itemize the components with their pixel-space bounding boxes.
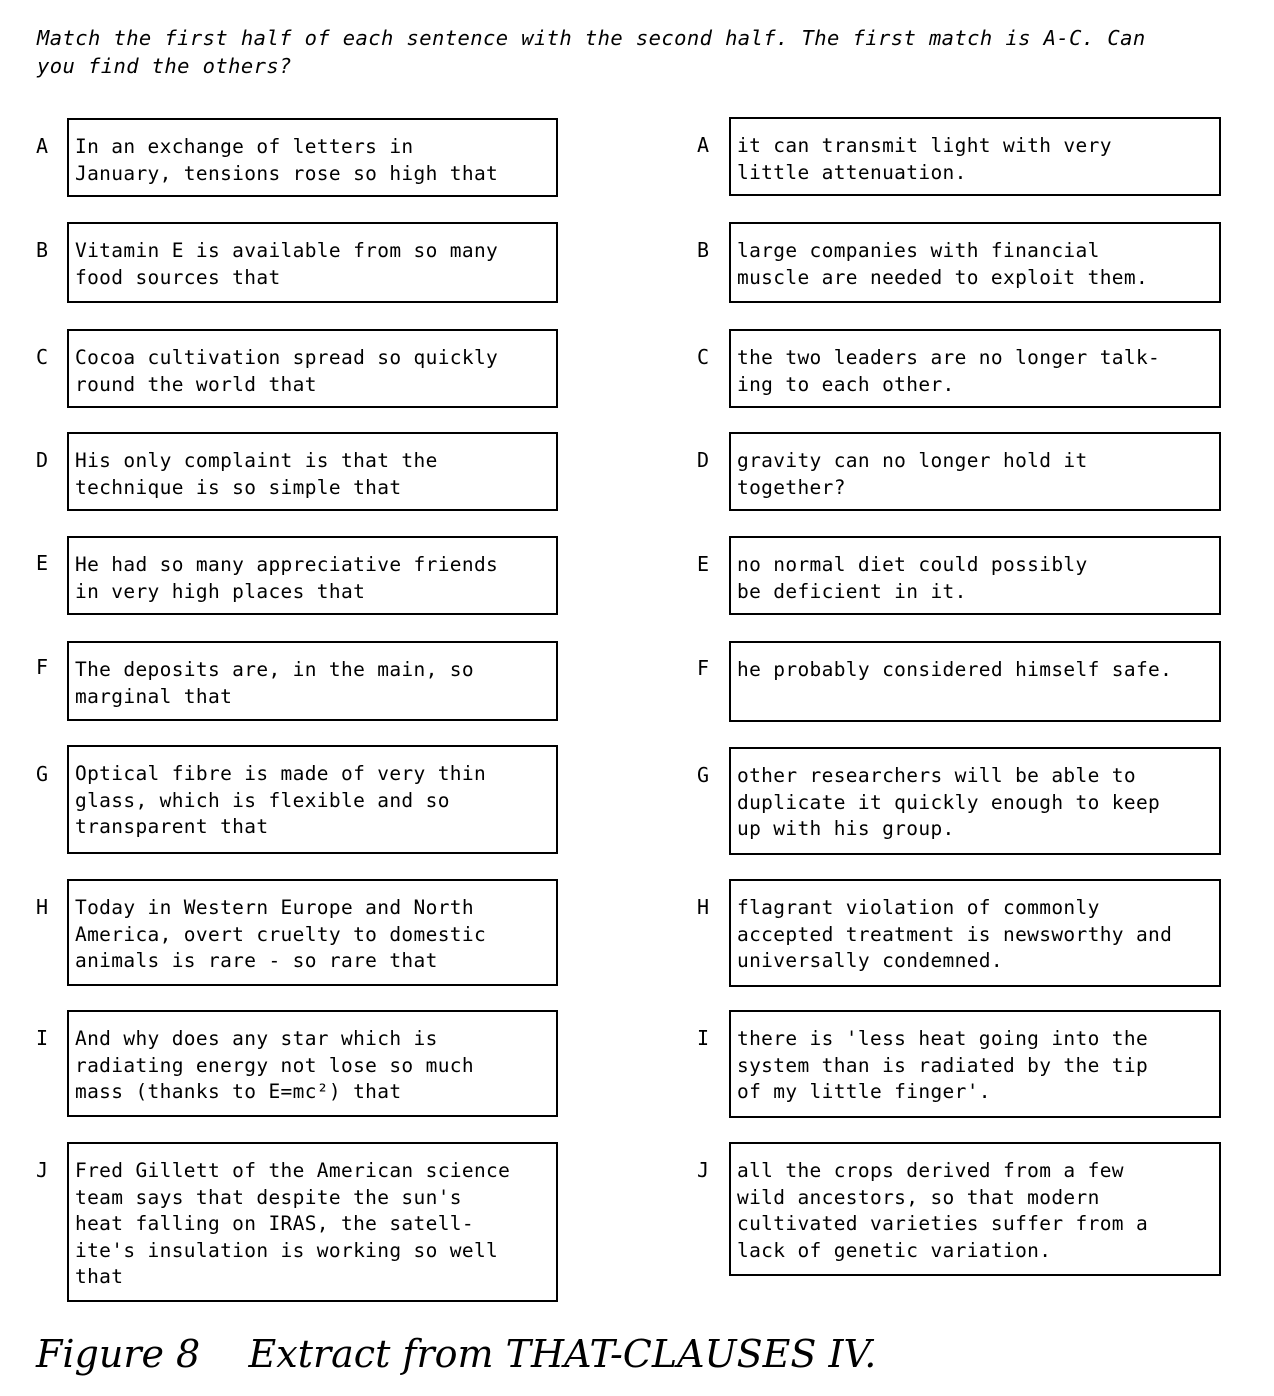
instructions: Match the first half of each sentence with the second half. The first match is A-C. Can you find the others? [37,26,1146,78]
right-box-g: other researchers will be able to duplicate it quickly enough to keep up with his group. [729,747,1221,855]
right-letter-b: B [697,238,710,262]
left-box-g: Optical fibre is made of very thin glass, which is flexible and so transparent that [67,745,558,854]
left-box-j: Fred Gillett of the American science team says that despite the sun's heat falling on IRAS, the satell- ite's insulation is working so well that [67,1142,558,1302]
right-letter-h: H [697,895,710,919]
left-box-h: Today in Western Europe and North America, overt cruelty to domestic animals is rare - so rare that [67,879,558,986]
right-letter-d: D [697,448,710,472]
left-box-d: His only complaint is that the technique is so simple that [67,432,558,511]
left-letter-g: G [36,762,49,786]
figure-caption: Figure 8 Extract from THAT-CLAUSES IV. [36,1332,877,1376]
left-letter-d: D [36,448,49,472]
right-box-b: large companies with financial muscle are needed to exploit them. [729,222,1221,303]
right-letter-a: A [697,133,710,157]
left-letter-i: I [36,1026,49,1050]
right-box-j: all the crops derived from a few wild ancestors, so that modern cultivated varieties suffer from a lack of genetic variation. [729,1142,1221,1276]
left-letter-e: E [36,551,49,575]
right-box-f: he probably considered himself safe. [729,641,1221,722]
right-box-a: it can transmit light with very little attenuation. [729,117,1221,196]
right-box-e: no normal diet could possibly be deficient in it. [729,536,1221,615]
right-letter-c: C [697,345,710,369]
left-letter-c: C [36,345,49,369]
right-box-c: the two leaders are no longer talk- ing to each other. [729,329,1221,408]
left-letter-f: F [36,655,49,679]
left-box-a: In an exchange of letters in January, tensions rose so high that [67,118,558,197]
right-letter-i: I [697,1026,710,1050]
left-box-e: He had so many appreciative friends in very high places that [67,536,558,615]
right-letter-e: E [697,552,710,576]
left-box-b: Vitamin E is available from so many food sources that [67,222,558,303]
left-letter-a: A [36,134,49,158]
left-letter-h: H [36,895,49,919]
right-letter-f: F [697,656,710,680]
left-box-f: The deposits are, in the main, so marginal that [67,641,558,721]
left-letter-b: B [36,238,49,262]
right-letter-g: G [697,763,710,787]
left-box-i: And why does any star which is radiating energy not lose so much mass (thanks to E=mc²) that [67,1010,558,1117]
right-box-d: gravity can no longer hold it together? [729,432,1221,511]
left-letter-j: J [36,1158,49,1182]
right-box-h: flagrant violation of commonly accepted treatment is newsworthy and universally condemned. [729,879,1221,987]
right-box-i: there is 'less heat going into the system than is radiated by the tip of my little finger'. [729,1010,1221,1118]
right-letter-j: J [697,1158,710,1182]
left-box-c: Cocoa cultivation spread so quickly round the world that [67,329,558,408]
